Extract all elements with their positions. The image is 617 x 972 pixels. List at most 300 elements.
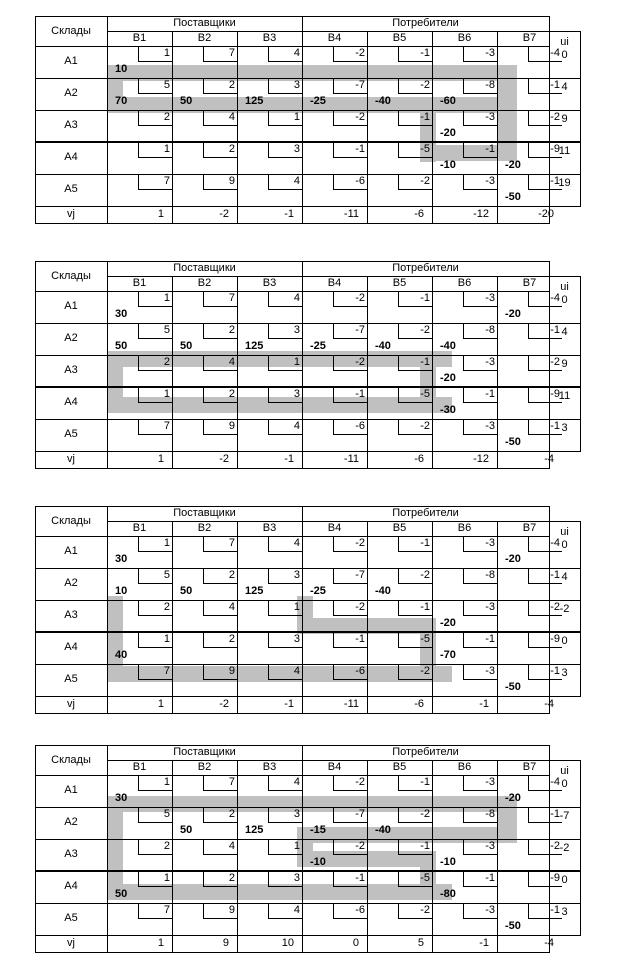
- grid-line: [35, 664, 580, 665]
- cost-box-bottom: [463, 93, 497, 94]
- grid-line: [35, 174, 580, 175]
- column-header-B2: B2: [197, 32, 212, 44]
- cost-box-bottom: [463, 402, 497, 403]
- grid-line: [580, 521, 581, 697]
- row-label-A5: A5: [64, 912, 78, 924]
- column-header-B7: B7: [522, 277, 537, 289]
- grid-line: [367, 276, 368, 469]
- column-header-B1: B1: [132, 761, 147, 773]
- grid-line: [35, 631, 580, 633]
- cost-box-bottom: [333, 157, 367, 158]
- cell-allocation: -40: [375, 340, 391, 352]
- grid-line: [35, 713, 549, 714]
- cost-box-bottom: [333, 306, 367, 307]
- cost-box-bottom: [528, 61, 562, 62]
- column-header-B7: B7: [522, 522, 537, 534]
- cost-value: -6: [355, 420, 365, 432]
- cost-value: 2: [228, 143, 235, 155]
- cell-allocation: -50: [505, 920, 521, 932]
- cost-value: -1: [550, 79, 560, 91]
- cost-value: 3: [293, 808, 300, 820]
- cost-value: 5: [163, 808, 170, 820]
- cost-value: -7: [355, 569, 365, 581]
- cost-box-bottom: [268, 583, 302, 584]
- transport-table-1: [35, 16, 580, 224]
- cost-box-bottom: [268, 434, 302, 435]
- cost-box-bottom: [463, 822, 497, 823]
- cost-value: 3: [293, 633, 300, 645]
- grid-line: [172, 31, 173, 224]
- column-header-B7: B7: [522, 32, 537, 44]
- grid-line: [237, 760, 238, 953]
- ui-value: 9: [561, 113, 568, 125]
- cost-value: -1: [550, 808, 560, 820]
- row-label-A4: A4: [64, 641, 78, 653]
- grid-line: [35, 451, 580, 452]
- cost-box-bottom: [333, 918, 367, 919]
- cost-box-bottom: [398, 434, 432, 435]
- cost-value: -5: [420, 388, 430, 400]
- vj-value: -11: [343, 698, 359, 710]
- cost-value: 2: [163, 356, 170, 368]
- grid-line: [172, 760, 173, 953]
- cost-value: -9: [550, 872, 560, 884]
- cell-allocation: -25: [310, 585, 326, 597]
- cost-value: 7: [228, 47, 235, 59]
- cost-value: 2: [228, 324, 235, 336]
- grid-line: [237, 31, 238, 224]
- cost-box-bottom: [463, 679, 497, 680]
- cost-box-bottom: [528, 157, 562, 158]
- grid-line: [172, 276, 173, 469]
- vj-value: -1: [479, 698, 489, 710]
- cell-allocation: -20: [440, 617, 456, 629]
- cost-box-bottom: [268, 679, 302, 680]
- cost-box-bottom: [333, 338, 367, 339]
- cost-box-bottom: [203, 157, 237, 158]
- ui-header: ui: [560, 281, 569, 293]
- cost-box-bottom: [528, 370, 562, 371]
- column-header-B6: B6: [457, 522, 472, 534]
- cost-value: -3: [485, 175, 495, 187]
- grid-line: [35, 807, 580, 808]
- cost-box-bottom: [203, 647, 237, 648]
- cell-allocation: 30: [115, 308, 128, 320]
- cost-value: -2: [550, 111, 560, 123]
- cost-value: -3: [485, 776, 495, 788]
- cost-box-bottom: [268, 790, 302, 791]
- vj-value: -6: [414, 208, 424, 220]
- grid-line: [35, 870, 580, 872]
- cost-box-bottom: [138, 125, 172, 126]
- cost-box-bottom: [203, 615, 237, 616]
- cost-box-bottom: [398, 61, 432, 62]
- cell-allocation: 50: [180, 95, 193, 107]
- cost-value: -1: [420, 537, 430, 549]
- cost-value: -2: [550, 356, 560, 368]
- cost-box-bottom: [333, 615, 367, 616]
- column-header-B2: B2: [197, 277, 212, 289]
- cost-value: 4: [293, 175, 300, 187]
- cost-box-bottom: [398, 93, 432, 94]
- cost-value: 4: [293, 904, 300, 916]
- row-label-A5: A5: [64, 673, 78, 685]
- cost-value: -5: [420, 872, 430, 884]
- cost-value: -3: [485, 601, 495, 613]
- cost-value: 4: [293, 776, 300, 788]
- cost-box-bottom: [138, 679, 172, 680]
- cost-box-bottom: [333, 125, 367, 126]
- grid-line: [107, 16, 108, 224]
- cost-box-bottom: [528, 306, 562, 307]
- grid-line: [580, 760, 581, 936]
- cost-box-bottom: [463, 647, 497, 648]
- cell-allocation: 50: [115, 888, 128, 900]
- cell-allocation: -25: [310, 95, 326, 107]
- grid-line: [35, 141, 580, 143]
- ui-value: -2: [559, 603, 570, 615]
- cost-box-bottom: [333, 583, 367, 584]
- cost-value: -3: [485, 840, 495, 852]
- cost-box-bottom: [398, 370, 432, 371]
- grid-line: [432, 760, 433, 953]
- row-label-A3: A3: [64, 848, 78, 860]
- cost-value: 7: [228, 292, 235, 304]
- ui-value: 19: [558, 177, 571, 189]
- cost-value: 1: [293, 356, 300, 368]
- cost-box-bottom: [203, 61, 237, 62]
- ui-value: 11: [558, 390, 571, 402]
- cost-value: 1: [293, 601, 300, 613]
- cell-allocation: -20: [440, 372, 456, 384]
- cost-box-bottom: [528, 854, 562, 855]
- cost-box-bottom: [398, 402, 432, 403]
- vj-value: 1: [157, 208, 164, 220]
- row-label-A2: A2: [64, 332, 78, 344]
- cost-value: 7: [163, 420, 170, 432]
- cost-box-bottom: [463, 918, 497, 919]
- grid-line: [432, 31, 433, 224]
- cell-allocation: -30: [440, 404, 456, 416]
- cost-box-bottom: [463, 615, 497, 616]
- vj-value: -1: [479, 937, 489, 949]
- vj-value: 1: [157, 698, 164, 710]
- ui-header: ui: [560, 36, 569, 48]
- warehouses-header: Склады: [51, 270, 91, 282]
- column-header-B5: B5: [392, 32, 407, 44]
- cell-allocation: 10: [115, 63, 128, 75]
- cost-box-bottom: [138, 886, 172, 887]
- grid-line: [107, 261, 108, 469]
- cost-box-bottom: [398, 338, 432, 339]
- cost-value: -8: [485, 808, 495, 820]
- cost-box-bottom: [398, 583, 432, 584]
- grid-line: [172, 521, 173, 714]
- consumers-header: Потребители: [392, 17, 459, 29]
- cost-box-bottom: [398, 822, 432, 823]
- cost-value: 2: [163, 111, 170, 123]
- grid-line: [237, 276, 238, 469]
- cost-value: -2: [355, 47, 365, 59]
- cost-value: -1: [550, 324, 560, 336]
- cost-value: -2: [355, 537, 365, 549]
- cost-box-bottom: [398, 157, 432, 158]
- cost-box-bottom: [203, 338, 237, 339]
- row-label-A2: A2: [64, 577, 78, 589]
- row-label-A5: A5: [64, 428, 78, 440]
- ui-value: 3: [561, 422, 568, 434]
- vj-value: -1: [284, 453, 294, 465]
- cost-value: -2: [420, 420, 430, 432]
- cost-value: -9: [550, 388, 560, 400]
- grid-line: [302, 506, 303, 714]
- cost-box-bottom: [268, 886, 302, 887]
- cost-value: -2: [355, 111, 365, 123]
- cost-box-bottom: [138, 822, 172, 823]
- cost-value: -1: [550, 175, 560, 187]
- vj-value: -2: [219, 453, 229, 465]
- vj-value: -11: [343, 208, 359, 220]
- cell-allocation: 30: [115, 553, 128, 565]
- cell-allocation: -40: [375, 95, 391, 107]
- ui-value: 3: [561, 667, 568, 679]
- cell-allocation: 50: [180, 585, 193, 597]
- cost-value: 4: [293, 665, 300, 677]
- cost-box-bottom: [333, 790, 367, 791]
- cost-box-bottom: [138, 306, 172, 307]
- cell-allocation: 125: [245, 824, 264, 836]
- cost-box-bottom: [203, 679, 237, 680]
- cost-box-bottom: [463, 61, 497, 62]
- cost-box-bottom: [203, 125, 237, 126]
- cost-value: -1: [355, 633, 365, 645]
- cost-box-bottom: [268, 189, 302, 190]
- column-header-B2: B2: [197, 522, 212, 534]
- row-label-A3: A3: [64, 119, 78, 131]
- vj-value: -12: [473, 208, 489, 220]
- cost-box-bottom: [203, 402, 237, 403]
- cost-value: 2: [228, 872, 235, 884]
- cost-value: 3: [293, 79, 300, 91]
- cost-value: -1: [420, 111, 430, 123]
- vj-value: -6: [414, 453, 424, 465]
- vj-value: -12: [473, 453, 489, 465]
- cost-value: -3: [485, 356, 495, 368]
- ui-value: 4: [561, 326, 568, 338]
- cost-box-bottom: [268, 61, 302, 62]
- cost-value: -1: [485, 388, 495, 400]
- grid-line: [35, 323, 580, 324]
- cell-allocation: -10: [310, 856, 326, 868]
- suppliers-header: Поставщики: [173, 17, 236, 29]
- ui-value: 9: [561, 358, 568, 370]
- cost-value: 4: [228, 840, 235, 852]
- cost-box-bottom: [463, 854, 497, 855]
- column-header-B4: B4: [327, 32, 342, 44]
- cost-value: 3: [293, 569, 300, 581]
- vj-value: -20: [538, 208, 554, 220]
- cost-value: -3: [485, 665, 495, 677]
- cost-box-bottom: [398, 647, 432, 648]
- cost-value: -2: [355, 840, 365, 852]
- vj-value: -4: [544, 698, 554, 710]
- cell-allocation: 40: [115, 649, 128, 661]
- grid-line: [580, 276, 581, 452]
- cost-box-bottom: [203, 189, 237, 190]
- grid-line: [107, 506, 108, 714]
- suppliers-header: Поставщики: [173, 507, 236, 519]
- cost-box-bottom: [463, 886, 497, 887]
- cost-value: -5: [420, 143, 430, 155]
- cost-box-bottom: [268, 370, 302, 371]
- cell-allocation: 50: [115, 340, 128, 352]
- cell-allocation: 50: [180, 824, 193, 836]
- cost-box-bottom: [203, 854, 237, 855]
- cell-allocation: -60: [440, 95, 456, 107]
- cost-value: -2: [420, 808, 430, 820]
- cost-box-bottom: [333, 647, 367, 648]
- ui-header: ui: [560, 526, 569, 538]
- cell-allocation: -40: [440, 340, 456, 352]
- cost-value: 4: [293, 420, 300, 432]
- consumers-header: Потребители: [392, 262, 459, 274]
- cost-value: -9: [550, 143, 560, 155]
- vj-label: vj: [67, 937, 75, 949]
- cost-value: 5: [163, 79, 170, 91]
- cost-box-bottom: [268, 854, 302, 855]
- cost-value: -1: [420, 292, 430, 304]
- grid-line: [497, 521, 498, 714]
- column-header-B5: B5: [392, 522, 407, 534]
- suppliers-header: Поставщики: [173, 746, 236, 758]
- vj-value: 0: [352, 937, 359, 949]
- cost-value: -2: [420, 175, 430, 187]
- warehouses-header: Склады: [51, 25, 91, 37]
- cost-value: -1: [355, 143, 365, 155]
- grid-line: [497, 760, 498, 953]
- cost-box-bottom: [268, 822, 302, 823]
- column-header-B4: B4: [327, 277, 342, 289]
- vj-label: vj: [67, 208, 75, 220]
- vj-value: -4: [544, 453, 554, 465]
- column-header-B3: B3: [262, 277, 277, 289]
- cost-value: -3: [485, 47, 495, 59]
- cell-allocation: -20: [505, 553, 521, 565]
- vj-value: -2: [219, 698, 229, 710]
- cost-value: -9: [550, 633, 560, 645]
- vj-value: 1: [157, 937, 164, 949]
- cost-value: -6: [355, 175, 365, 187]
- cost-box-bottom: [398, 918, 432, 919]
- cost-box-bottom: [268, 338, 302, 339]
- cost-box-bottom: [333, 854, 367, 855]
- cost-value: 2: [163, 840, 170, 852]
- grid-line: [367, 521, 368, 714]
- cost-value: 1: [163, 872, 170, 884]
- cost-box-bottom: [203, 306, 237, 307]
- cost-box-bottom: [203, 434, 237, 435]
- cost-value: 1: [163, 388, 170, 400]
- cost-box-bottom: [333, 551, 367, 552]
- cost-box-bottom: [463, 338, 497, 339]
- grid-line: [432, 521, 433, 714]
- column-header-B4: B4: [327, 761, 342, 773]
- row-label-A2: A2: [64, 87, 78, 99]
- cost-box-bottom: [463, 434, 497, 435]
- cost-box-bottom: [138, 157, 172, 158]
- cost-box-bottom: [138, 615, 172, 616]
- cost-box-bottom: [528, 125, 562, 126]
- cell-allocation: -20: [505, 308, 521, 320]
- cost-value: 9: [228, 665, 235, 677]
- cost-value: -4: [550, 776, 560, 788]
- grid-line: [35, 386, 580, 388]
- cost-value: 4: [293, 292, 300, 304]
- cost-value: 4: [293, 537, 300, 549]
- grid-line: [35, 935, 580, 936]
- ui-value: 11: [558, 145, 571, 157]
- cell-allocation: 70: [115, 95, 128, 107]
- cost-box-bottom: [333, 61, 367, 62]
- grid-line: [35, 839, 580, 840]
- vj-value: -1: [284, 698, 294, 710]
- cost-value: -2: [420, 79, 430, 91]
- cell-allocation: -50: [505, 191, 521, 203]
- cost-box-bottom: [528, 615, 562, 616]
- cost-value: 2: [228, 633, 235, 645]
- cost-box-bottom: [463, 157, 497, 158]
- vj-value: 9: [222, 937, 229, 949]
- cost-value: -2: [355, 356, 365, 368]
- ui-value: 0: [561, 635, 568, 647]
- cost-box-bottom: [463, 125, 497, 126]
- cost-value: 5: [163, 569, 170, 581]
- cost-box-bottom: [203, 790, 237, 791]
- cost-value: 4: [228, 356, 235, 368]
- transport-table-3: [35, 506, 580, 714]
- cost-value: 2: [228, 808, 235, 820]
- grid-line: [35, 78, 580, 79]
- cost-value: -1: [420, 47, 430, 59]
- column-header-B1: B1: [132, 522, 147, 534]
- grid-line: [237, 521, 238, 714]
- warehouses-header: Склады: [51, 754, 91, 766]
- cost-value: -7: [355, 79, 365, 91]
- cost-box-bottom: [203, 918, 237, 919]
- cost-value: -3: [485, 537, 495, 549]
- ui-value: 0: [561, 778, 568, 790]
- suppliers-header: Поставщики: [173, 262, 236, 274]
- cost-value: -3: [485, 292, 495, 304]
- cost-value: 1: [163, 776, 170, 788]
- cost-value: 7: [163, 665, 170, 677]
- cost-box-bottom: [398, 854, 432, 855]
- cost-value: -1: [420, 356, 430, 368]
- column-header-B7: B7: [522, 761, 537, 773]
- cost-box-bottom: [268, 918, 302, 919]
- grid-line: [35, 468, 549, 469]
- cost-value: 1: [293, 111, 300, 123]
- vj-value: -6: [414, 698, 424, 710]
- cost-value: -1: [420, 840, 430, 852]
- cost-box-bottom: [463, 189, 497, 190]
- cost-value: 3: [293, 143, 300, 155]
- cost-value: -2: [355, 601, 365, 613]
- cost-value: 4: [293, 47, 300, 59]
- cell-allocation: 125: [245, 340, 264, 352]
- column-header-B3: B3: [262, 32, 277, 44]
- grid-line: [580, 31, 581, 207]
